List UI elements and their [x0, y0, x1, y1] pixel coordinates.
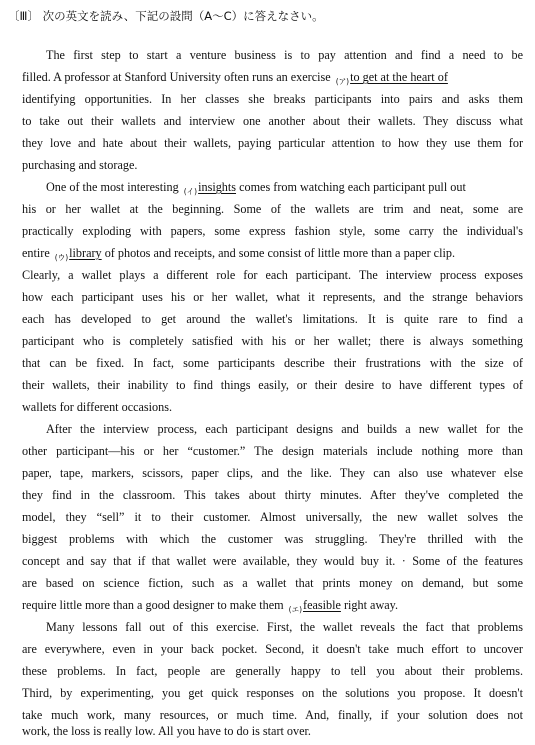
p1-line-5: they love and hate about their wallets, paying particular attention to how they use them for	[22, 136, 523, 150]
p2-line-6: how each participant uses his or her wallet, what it represents, and the strange behaviors	[22, 290, 523, 304]
underlined-phrase-a: to get at the heart of	[350, 70, 448, 84]
p2-line-5: Clearly, a wallet plays a different role for each participant. The interview process exposes	[22, 268, 523, 282]
p2-line-1	[46, 179, 466, 201]
p4-line-1: Many lessons fall out of this exercise. First, the wallet reveals the fact that problems	[46, 620, 523, 634]
p2-line-11: wallets for different occasions.	[22, 400, 173, 414]
p3-line-3: paper, tape, markers, scissors, paper clips, and the like. They can also use whatever else	[22, 466, 523, 480]
p4-line-5: take much work, many resources, or much time. And, finally, if your solution does not	[22, 708, 523, 722]
p1-line-6: purchasing and storage.	[22, 158, 138, 172]
p1-line-2-text: filled. A professor at Stanford University often runs an exercise	[22, 70, 334, 84]
p3-line-2: other participant—his or her “customer.” The design materials include nothing more than	[22, 444, 523, 458]
p3-line-8: are based on science fiction, such as a wallet that prints money on demand, but some	[22, 576, 523, 590]
p2-line-9: that can be fixed. In fact, some participants describe their frustrations with the size of	[22, 356, 523, 370]
p2-line-4-post: of photos and receipts, and some consist of little more than a paper clip.	[101, 246, 455, 260]
p2-line-4-pre: entire	[22, 246, 53, 260]
p4-line-6: work, the loss is really low. All you have to do is start over.	[22, 724, 311, 738]
marker-u: (ウ)	[54, 253, 69, 262]
p2-line-8: participant who is completely satisfied with his or her wallet; there is always something	[22, 334, 523, 348]
p3-line-9-pre: require little more than a good designer to make them	[22, 598, 287, 612]
p3-line-9-post: right away.	[340, 598, 399, 612]
p3-line-7: concept and say that if that wallet were available, they would buy it. · Some of the features	[22, 554, 523, 568]
p3-line-4: they find in the classroom. This takes about thirty minutes. After they've completed the	[22, 488, 523, 502]
bracket-close: 〕	[27, 9, 39, 23]
p3-line-6: biggest problems with which the customer was struggling. They're thrilled with the	[22, 532, 523, 546]
underlined-word-u: library	[69, 246, 102, 260]
section-number: Ⅲ	[19, 9, 28, 23]
p4-line-2: are everywhere, even in your back pocket. Second, it doesn't take much effort to uncover	[22, 642, 523, 656]
p2-line-4	[22, 245, 455, 267]
p2-line-7: each has developed to get around the wallet's limitations. It is quite rare to find a	[22, 312, 523, 326]
marker-a: (ア)	[335, 77, 350, 86]
marker-e: (エ)	[288, 605, 303, 614]
p1-line-2	[22, 69, 448, 91]
p3-line-9	[22, 597, 398, 619]
marker-i: (イ)	[183, 187, 198, 196]
p2-line-2: his or her wallet at the beginning. Some of the wallets are trim and neat, some are	[22, 202, 523, 216]
p3-line-1: After the interview process, each participant designs and builds a new wallet for the	[46, 422, 523, 436]
underlined-word-i: insights	[198, 180, 237, 194]
p1-line-3: identifying opportunities. In her classes she breaks participants into pairs and asks them	[22, 92, 523, 106]
p2-line-1-post: comes from watching each participant pull out	[236, 180, 466, 194]
p3-line-5: model, they “sell” it to their customer. Almost universally, the new wallet solves the	[22, 510, 523, 524]
p1-line-1: The first step to start a venture business is to pay attention and find a need to be	[46, 48, 523, 62]
p4-line-4: Third, by experimenting, you get quick responses on the solutions you propose. It doesn't	[22, 686, 523, 700]
p1-line-4: to take out their wallets and interview one another about their wallets. They discuss what	[22, 114, 523, 128]
p4-line-3: these problems. In fact, people are generally happy to tell you about their problems.	[22, 664, 523, 678]
underlined-word-e: feasible	[303, 598, 341, 612]
instruction-text: 次の英文を読み、下記の設問（A〜C）に答えなさい。	[42, 9, 324, 23]
question-header	[8, 8, 324, 24]
p2-line-1-pre: One of the most interesting	[46, 180, 182, 194]
p2-line-3: practically exploding with papers, some express fashion style, some carry the individual's	[22, 224, 523, 238]
p2-line-10: their wallets, their inability to find things easily, or their desire to have different types of	[22, 378, 523, 392]
bracket-open: 〔	[8, 9, 20, 23]
